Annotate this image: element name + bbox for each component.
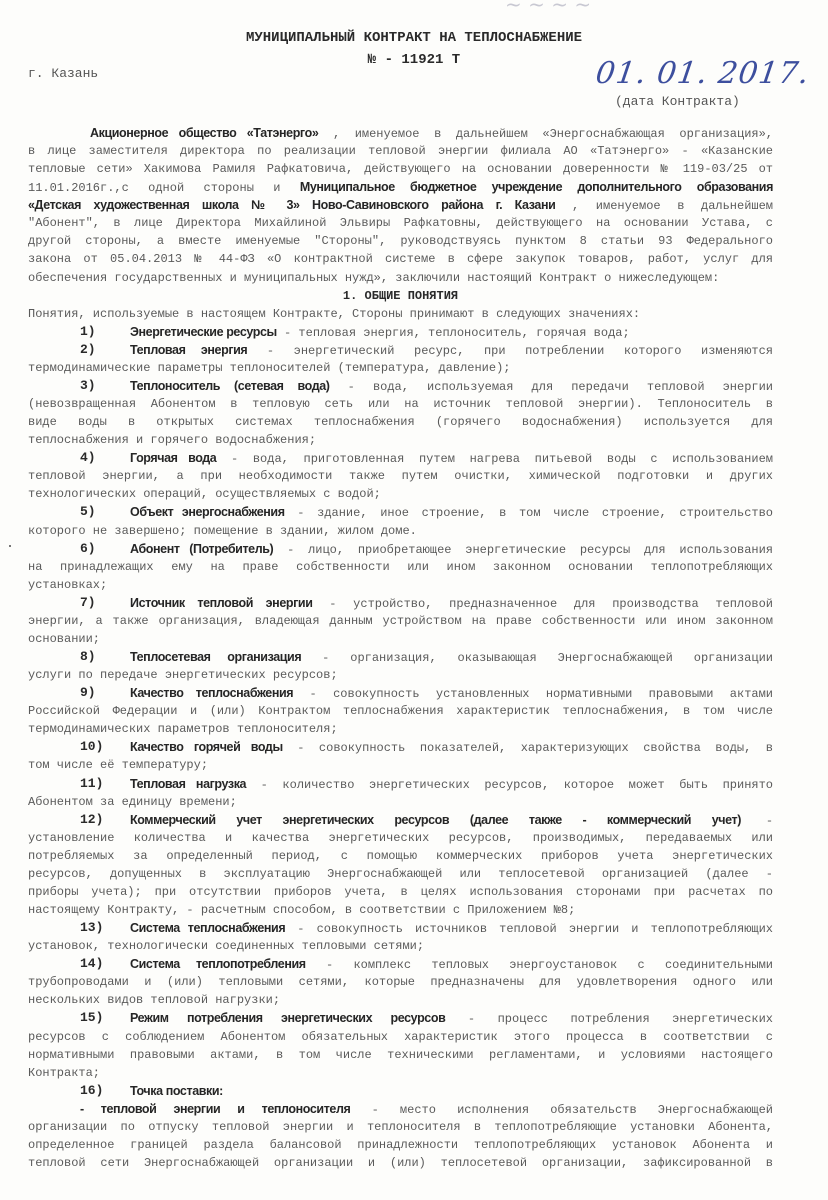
text-line <box>28 702 773 720</box>
line-text: - организация, оказывающая Энергоснабжающей организации <box>322 651 773 666</box>
line-text: основании; <box>28 631 101 646</box>
bold-term: Теплоноситель (сетевая вода) <box>130 378 330 393</box>
definition-line <box>130 594 773 612</box>
item-number: 16) <box>80 1082 104 1098</box>
contract-number: № - 11921 Т <box>367 52 461 68</box>
definition-line <box>130 811 773 829</box>
bold-term: Система теплоснабжения <box>130 921 286 936</box>
text-line <box>28 250 773 268</box>
line-text: том числе её температуру; <box>28 758 209 773</box>
city: г. Казань <box>28 66 99 81</box>
section-heading <box>28 287 773 305</box>
definition-line <box>130 540 773 558</box>
line-text: термодинамические параметры теплоносителей (температура, давление); <box>28 360 511 375</box>
document-title: МУНИЦИПАЛЬНЫЙ КОНТРАКТ НА ТЕПЛОСНАБЖЕНИЕ <box>245 30 583 46</box>
item-number: 9) <box>80 685 96 701</box>
bold-term: «Детская художественная школа № 3» Ново-Савиновского района г. Казани <box>28 198 556 213</box>
item-number: 12) <box>80 811 104 827</box>
item-number: 8) <box>80 649 96 665</box>
line-text: тепловые сети» Хакимова Рамиля Рафкатовича, действующего на основании доверенности № 119-03/25 от <box>28 162 773 177</box>
text-line <box>28 269 773 287</box>
line-text: которого не завершено; помещение в здании, жилом доме. <box>28 523 417 538</box>
line-text: Российской Федерации и (или) Контрактом теплоснабжения характеристик теплоснабжения, в том числе <box>28 704 773 719</box>
line-text: 11.01.2016г.,с одной стороны и <box>28 181 300 196</box>
line-text: (невозвращенная Абонентом в тепловую сеть или на источник тепловой энергии). Теплоноситель в <box>28 397 773 412</box>
line-text: - здание, иное строение, в том числе строение, строительство <box>297 506 773 521</box>
text-line <box>28 666 773 684</box>
bold-term: Качество горячей воды <box>130 740 283 755</box>
line-text: - <box>765 813 774 828</box>
text-line <box>28 1118 773 1136</box>
text-line <box>28 991 773 1009</box>
text-line <box>28 178 773 196</box>
text-line <box>80 1100 773 1118</box>
text-line <box>28 630 773 648</box>
line-text: в лице заместителя директора по реализации тепловой энергии филиала АО «Татэнерго» - «Казанские <box>28 144 773 159</box>
line-text: услуги по передаче энергетических ресурсов; <box>28 668 338 683</box>
text-line <box>28 232 773 250</box>
definition-line <box>130 648 773 666</box>
line-text: тепловой сети Энергоснабжающей организации и (или) теплосетевой организации, зафиксированной в <box>28 1155 773 1170</box>
item-number: 10) <box>80 739 104 755</box>
text-line <box>28 1046 773 1064</box>
line-text: ресурсов, допущенных в эксплуатацию Энергоснабжающей или теплосетевой организацией (далее - <box>28 866 773 881</box>
definition-line <box>130 684 773 702</box>
line-text: настоящему Контракту, - расчетным способом, в соответствии с Приложением №8; <box>28 903 576 917</box>
line-text: - место исполнения обязательств Энергоснабжающей <box>371 1102 774 1117</box>
definition-line <box>130 503 773 521</box>
bold-term: Муниципальное бюджетное учреждение дополнительного образования <box>299 180 773 195</box>
line-text: - вода, приготовленная путем нагрева питьевой воды с использованием <box>231 452 773 467</box>
text-line <box>28 1136 773 1154</box>
line-text: , именуемое в дальнейшем «Энергоснабжающая организация», <box>332 127 773 141</box>
definition-line <box>130 775 773 793</box>
line-text: - тепловая энергия, теплоноситель, горячая вода; <box>284 325 630 340</box>
line-text: приборы учета); при отсутствии приборов учета, в целях использования сторонами при расчетах по <box>28 884 773 899</box>
text-line <box>28 160 773 178</box>
line-text: определенное границей раздела балансовой принадлежности теплопотребляющих установок Абонента и <box>28 1137 773 1152</box>
definition-line <box>130 738 773 756</box>
item-number: 7) <box>80 594 96 610</box>
line-text: - совокупность показателей, характеризующих свойства воды, в <box>297 741 773 756</box>
faint-scribble: ~ ~ ~ ~ <box>505 0 592 16</box>
line-text: установок, технологически соединенных тепловыми сетями; <box>28 939 425 954</box>
definition-line <box>130 955 773 973</box>
text-line <box>28 196 773 214</box>
line-text: - совокупность источников тепловой энергии и теплопотребляющих <box>297 922 773 937</box>
line-text: нормативными правовыми актами, в том числе техническими регламентами, и условиями настоящего <box>28 1047 773 1062</box>
bold-term: Тепловая нагрузка <box>130 776 247 791</box>
text-line <box>28 756 773 774</box>
line-text: трубопроводами и (или) тепловыми сетями, которые предназначены для удовлетворения одного или <box>28 975 773 990</box>
text-line <box>28 305 773 323</box>
bold-term: Объект энергоснабжения <box>130 505 285 520</box>
line-text: Абонентом за единицу времени; <box>28 794 237 809</box>
line-text: - процесс потребления энергетических <box>467 1012 774 1027</box>
bold-term: Источник тепловой энергии <box>130 595 313 610</box>
bold-term: Теплосетевая организация <box>130 650 302 665</box>
line-text: - количество энергетических ресурсов, которое может быть принято <box>260 777 774 792</box>
line-text: виде воды в открытых системах теплоснабжения (горячего водоснабжения) используется для <box>28 415 773 430</box>
definition-line <box>130 377 773 395</box>
line-text: , именуемое в дальнейшем <box>572 199 774 214</box>
bold-term: Точка поставки: <box>130 1083 223 1098</box>
line-text: установление количества и качества энергетических ресурсов, производимых, передаваемых или <box>28 830 773 845</box>
item-number: 14) <box>80 956 104 972</box>
definition-line <box>130 449 773 467</box>
item-number: 15) <box>80 1010 104 1026</box>
text-line <box>28 612 773 630</box>
scan-speck <box>9 545 11 547</box>
text-line <box>28 937 773 955</box>
line-text: тепловой энергии, а при необходимости также путем очистки, химической подготовки и других <box>28 469 773 484</box>
text-line <box>28 883 773 901</box>
text-line <box>28 522 773 540</box>
item-number: 3) <box>80 377 96 393</box>
definition-line <box>130 919 773 937</box>
line-text: теплоснабжения и горячего водоснабжения; <box>28 433 317 448</box>
line-text: энергии, а также организация, владеющая данным устройством на праве собственности или ином законном <box>28 613 773 628</box>
text-line <box>28 793 773 811</box>
bold-term: Система теплопотребления <box>130 957 306 972</box>
line-text: Понятия, используемые в настоящем Контракте, Стороны принимают в следующих значениях: <box>28 306 641 321</box>
line-text: термодинамических параметров теплоносителя; <box>28 722 338 737</box>
bold-term: - тепловой энергии и теплоносителя <box>80 1101 351 1116</box>
text-line <box>28 485 773 503</box>
text-line <box>28 901 773 919</box>
line-text: обеспечения государственных и муниципальных нужд», заключили настоящий Контракт о нижеследующем: <box>28 270 720 285</box>
bold-term: Тепловая энергия <box>130 342 248 357</box>
line-text: - лицо, приобретающее энергетические ресурсы для использования <box>287 542 774 557</box>
text-line <box>28 720 773 738</box>
line-text: Контракта; <box>28 1065 101 1080</box>
text-line <box>28 395 773 413</box>
text-line <box>28 1064 773 1082</box>
text-line <box>28 973 773 991</box>
line-text: другой стороны, а вместе именуемые "Стороны", руководствуясь пунктом 8 статьи 93 Федерального <box>28 234 773 249</box>
text-line <box>28 431 773 449</box>
item-number: 1) <box>80 323 96 339</box>
line-text: закона от 05.04.2013 № 44-ФЗ «О контрактной системе в сфере закупок товаров, работ, услуг для <box>28 252 773 267</box>
item-number: 5) <box>80 504 96 520</box>
definition-line <box>130 1009 773 1027</box>
line-text: 1. ОБЩИЕ ПОНЯТИЯ <box>342 288 459 303</box>
bold-term: Качество теплоснабжения <box>130 686 294 701</box>
bold-term: Коммерческий учет энергетических ресурсов (далее также - коммерческий учет) <box>130 812 742 827</box>
text-line <box>28 1028 773 1046</box>
text-line <box>28 413 773 431</box>
text-line <box>28 558 773 576</box>
line-text: - вода, используемая для передачи тепловой энергии <box>347 379 774 394</box>
line-text: "Абонент", в лице Директора Михайлиной Эльвиры Рафкатовны, действующего на основании Устава, с <box>28 216 773 231</box>
definition-line <box>130 341 773 359</box>
text-line <box>28 214 773 232</box>
item-number: 11) <box>80 775 104 791</box>
text-line <box>28 1154 773 1172</box>
bold-term: Режим потребления энергетических ресурсов <box>130 1011 446 1026</box>
definition-line <box>130 323 773 341</box>
handwritten-date: 01. 01. 2017. <box>593 56 812 91</box>
item-number: 2) <box>80 341 96 357</box>
line-text: - совокупность установленных нормативными правовыми актами <box>309 687 773 702</box>
bold-term: Акционерное общество «Татэнерго» <box>90 126 319 140</box>
item-number: 6) <box>80 540 96 556</box>
line-text: технологических операций, осуществляемых с водой; <box>28 487 381 502</box>
line-text: - комплекс тепловых энергоустановок с соединительными <box>325 958 773 973</box>
line-text: нескольких видов тепловой нагрузки; <box>28 993 281 1008</box>
bold-term: Абонент (Потребитель) <box>130 541 274 556</box>
date-caption: (дата Контракта) <box>615 94 740 109</box>
line-text: установках; <box>28 577 108 592</box>
bold-term: Энергетические ресурсы <box>130 324 277 339</box>
line-text: потребляемых за определенный период, с помощью коммерческих приборов учета энергетических <box>28 848 773 863</box>
text-line <box>28 142 773 160</box>
line-text: - устройство, предназначенное для производства тепловой <box>329 596 773 611</box>
text-line <box>28 829 773 847</box>
line-text: организации по отпуску тепловой энергии и теплоносителя в теплопотребляющие установки Абонента, <box>28 1119 773 1134</box>
text-line <box>28 576 773 594</box>
line-text: ресурсов с соблюдением Абонентом обязательных характеристик этого процесса в соответствии с <box>28 1029 773 1044</box>
text-line <box>28 847 773 865</box>
line-text: на принадлежащих ему на праве собственности или ином законном основании теплопотребляющих <box>28 559 773 574</box>
text-line <box>90 124 773 142</box>
text-line <box>28 359 773 377</box>
line-text: - энергетический ресурс, при потреблении которого изменяются <box>266 343 773 358</box>
text-line <box>28 467 773 485</box>
item-number: 13) <box>80 920 104 936</box>
item-number: 4) <box>80 450 96 466</box>
bold-term: Горячая вода <box>130 451 217 466</box>
definition-line <box>130 1082 773 1100</box>
text-line <box>28 865 773 883</box>
